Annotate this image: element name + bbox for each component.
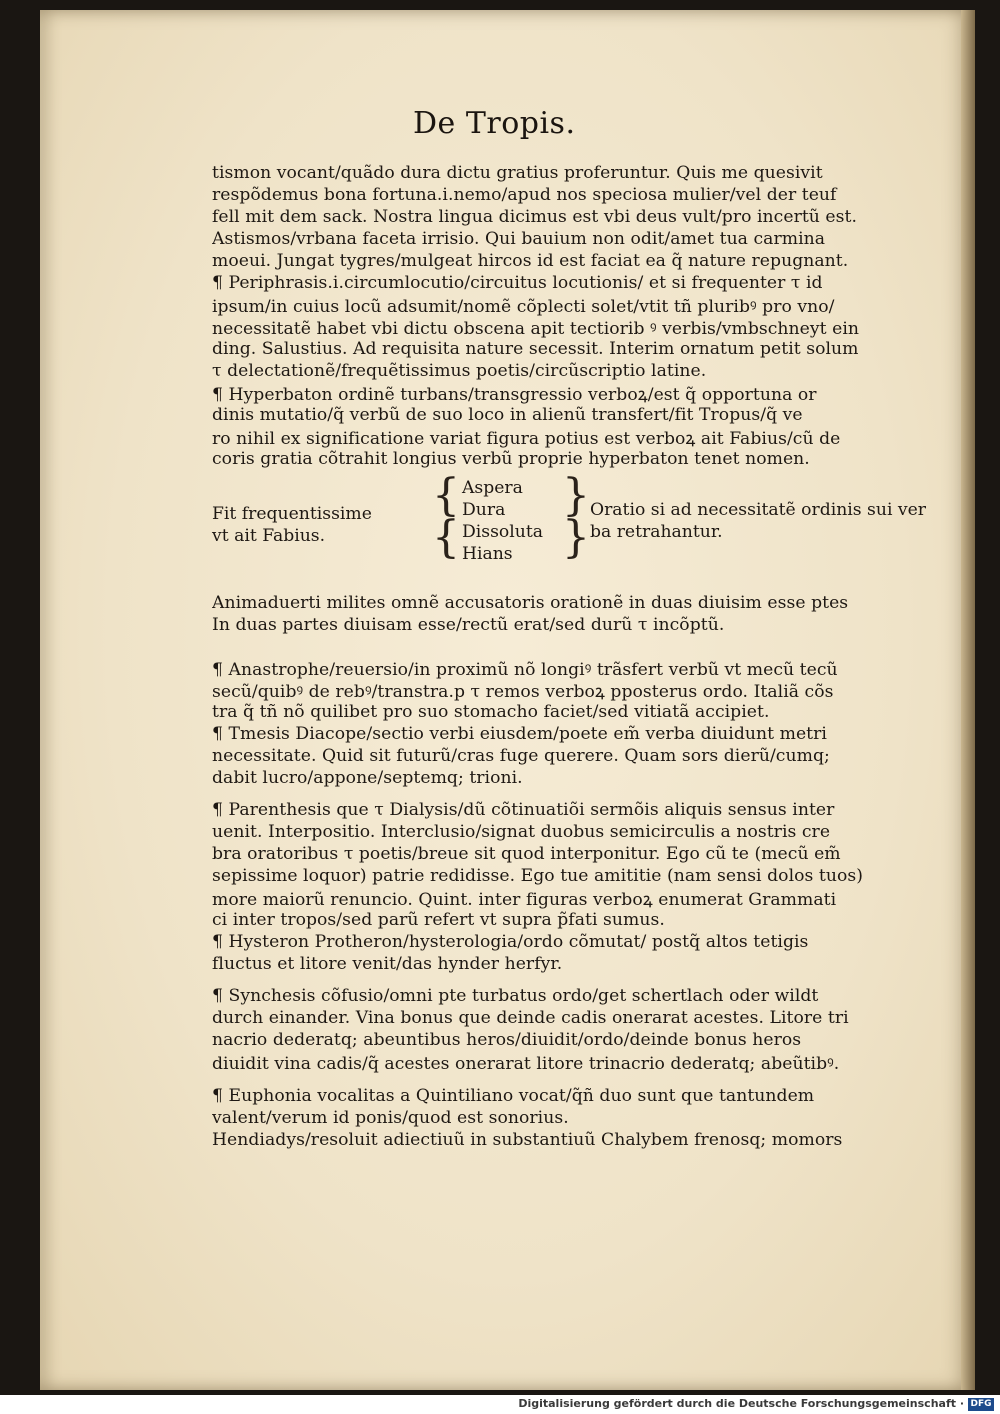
text-line: durch einander. Vina bonus que deinde cadis onerarat acestes. Litore tri — [212, 1008, 849, 1028]
text-line: diuidit vina cadis/q̃ acestes onerarat litore trinacrio dederatq; abeũtibꝰ. — [212, 1054, 840, 1074]
text-line: ci inter tropos/sed parũ refert vt supra p̃fati sumus. — [212, 910, 665, 930]
text-line: dinis mutatio/q̃ verbũ de suo loco in alienũ transfert/fit Tropus/q̃ ve — [212, 405, 803, 425]
brace-right-text-1: Oratio si ad necessitatẽ ordinis sui ver — [590, 500, 926, 520]
running-head: De Tropis. — [413, 106, 576, 141]
text-line: fell mit dem sack. Nostra lingua dicimus est vbi deus vult/pro incertũ est. — [212, 207, 857, 227]
text-line: ¶ Hyperbaton ordinẽ turbans/transgressio verboꝝ/est q̃ opportuna or — [212, 385, 817, 405]
text-line: ¶ Periphrasis.i.circumlocutio/circuitus locutionis/ et si frequenter τ id — [212, 273, 823, 293]
text-line: respõdemus bona fortuna.i.nemo/apud nos speciosa mulier/vel der teuf — [212, 185, 837, 205]
text-line: dabit lucro/appone/septemq; trioni. — [212, 768, 523, 788]
text-line: moeui. Jungat tygres/mulgeat hircos id est faciat ea q̃ nature repugnant. — [212, 251, 849, 271]
digitization-credit: Digitalisierung gefördert durch die Deutsche Forschungsgemeinschaft · — [518, 1397, 964, 1410]
brace-open-glyph: { — [432, 470, 460, 521]
text-line: uenit. Interpositio. Interclusio/signat duobus semicirculis a nostris cre — [212, 822, 831, 842]
text-line: ¶ Anastrophe/reuersio/in proximũ nõ longiꝰ trãsfert verbũ vt mecũ tecũ — [212, 660, 838, 680]
brace-left-label-1: Fit frequentissime — [212, 504, 372, 524]
text-line: ding. Salustius. Ad requisita nature secessit. Interim ornatum petit solum — [212, 339, 859, 359]
text-line: tismon vocant/quãdo dura dictu gratius proferuntur. Quis me quesivit — [212, 163, 823, 183]
text-line: coris gratia cõtrahit longius verbũ proprie hyperbaton tenet nomen. — [212, 449, 810, 469]
text-line: ipsum/in cuius locũ adsumit/nomẽ cõplecti solet/vtit tñ pluribꝰ pro vno/ — [212, 297, 835, 317]
text-line: ¶ Euphonia vocalitas a Quintiliano vocat/q̃ñ duo sunt que tantundem — [212, 1086, 815, 1106]
dfg-logo: DFG — [968, 1398, 994, 1411]
text-line: secũ/quibꝰ de rebꝰ/transtra.p τ remos verboꝝ pposterus ordo. Italiã cõs — [212, 682, 834, 702]
brace-close-glyph: } — [562, 470, 590, 521]
text-line: necessitate. Quid sit futurũ/cras fuge querere. Quam sors dierũ/cumq; — [212, 746, 830, 766]
text-line: more maiorũ renuncio. Quint. inter figuras verboꝝ enumerat Grammati — [212, 890, 837, 910]
text-line: In duas partes diuisam esse/rectũ erat/sed durũ τ incõptũ. — [212, 615, 725, 635]
brace-left-label-2: vt ait Fabius. — [212, 526, 326, 546]
text-line: ¶ Synchesis cõfusio/omni pte turbatus ordo/get schertlach oder wildt — [212, 986, 819, 1006]
text-line: bra oratoribus τ poetis/breue sit quod interponitur. Ego cũ te (mecũ em̃ — [212, 844, 841, 864]
text-line: ¶ Tmesis Diacope/sectio verbi eiusdem/poete em̃ verba diuidunt metri — [212, 724, 827, 744]
brace-close-glyph: } — [562, 512, 590, 563]
brace-item: Aspera — [462, 478, 523, 498]
text-line: ¶ Hysteron Protheron/hysterologia/ordo cõmutat/ postq̃ altos tetigis — [212, 932, 809, 952]
text-line: Hendiadys/resoluit adiectiuũ in substantiuũ Chalybem frenosq; momors — [212, 1130, 843, 1150]
brace-item: Hians — [462, 544, 513, 564]
text-line: valent/verum id ponis/quod est sonorius. — [212, 1108, 569, 1128]
text-line: tra q̃ tñ nõ quilibet pro suo stomacho faciet/sed vitiatã accipiet. — [212, 702, 770, 722]
text-line: τ delectationẽ/frequẽtissimus poetis/circũscriptio latine. — [212, 361, 707, 381]
text-line: ¶ Parenthesis que τ Dialysis/dũ cõtinuatiõi sermõis aliquis sensus inter — [212, 800, 835, 820]
text-line: sepissime loquor) patrie redidisse. Ego tue amititie (nam sensi dolos tuos) — [212, 866, 863, 886]
text-line: Animaduerti milites omnẽ accusatoris orationẽ in duas diuisim esse ptes — [212, 593, 849, 613]
brace-right-text-2: ba retrahantur. — [590, 522, 723, 542]
text-line: nacrio dederatq; abeuntibus heros/diuidit/ordo/deinde bonus heros — [212, 1030, 802, 1050]
page-edge-shadow — [961, 10, 975, 1390]
brace-item: Dissoluta — [462, 522, 543, 542]
text-line: necessitatẽ habet vbi dictu obscena apit tectiorib ꝰ verbis/vmbschneyt ein — [212, 319, 859, 339]
text-line: ro nihil ex significatione variat figura potius est verboꝝ ait Fabius/cũ de — [212, 429, 841, 449]
brace-open-glyph: { — [432, 512, 460, 563]
text-line: fluctus et litore venit/das hynder herfyr. — [212, 954, 563, 974]
text-line: Astismos/vrbana faceta irrisio. Qui bauium non odit/amet tua carmina — [212, 229, 826, 249]
brace-item: Dura — [462, 500, 506, 520]
